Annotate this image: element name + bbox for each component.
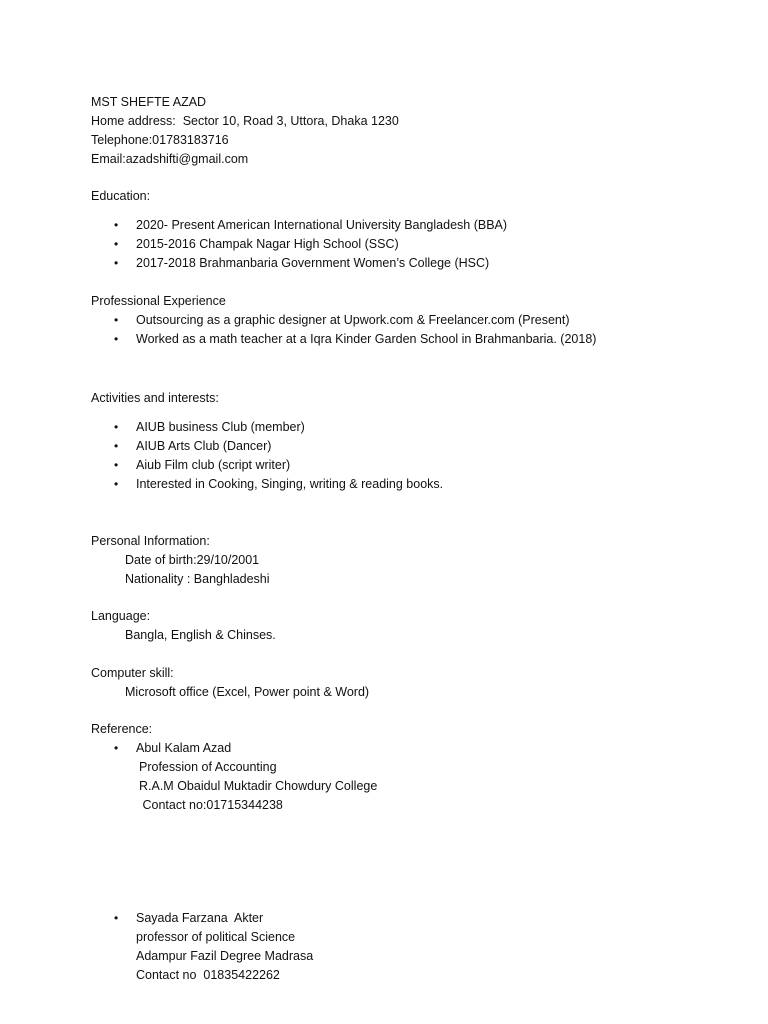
reference-name: Sayada Farzana Akter — [136, 911, 264, 925]
bullet-icon: • — [114, 911, 119, 925]
language-section — [91, 607, 711, 645]
education-list — [91, 216, 711, 273]
bullet-icon: • — [114, 741, 119, 755]
list-item: • Interested in Cooking, Singing, writing & reading books. — [91, 475, 711, 494]
experience-section — [91, 292, 711, 349]
education-list-wrap — [91, 216, 711, 273]
list-item: • 2020- Present American International University Bangladesh (BBA) — [91, 216, 711, 235]
bullet-icon: • — [114, 218, 119, 232]
list-item: • 2017-2018 Brahmanbaria Government Women’s College (HSC) — [91, 254, 711, 273]
home-address: Home address: Sector 10, Road 3, Uttora, Dhaka 1230 — [91, 114, 399, 128]
nationality: Nationality : Banghladeshi — [125, 572, 270, 586]
reference-profession: Profession of Accounting — [139, 760, 277, 774]
bullet-icon: • — [114, 458, 119, 472]
list-item: • Outsourcing as a graphic designer at Upwork.com & Freelancer.com (Present) — [91, 311, 711, 330]
list-item: • 2015-2016 Champak Nagar High School (SSC) — [91, 235, 711, 254]
activities-section — [91, 389, 711, 408]
list-item: • Worked as a math teacher at a Iqra Kinder Garden School in Brahmanbaria. (2018) — [91, 330, 711, 349]
reference-item — [91, 909, 711, 985]
activities-heading: Activities and interests: — [91, 391, 219, 405]
reference-contact: Contact no:01715344238 — [139, 798, 283, 812]
computer-section — [91, 664, 711, 702]
list-item: • Aiub Film club (script writer) — [91, 456, 711, 475]
language-heading: Language: — [91, 609, 151, 623]
bullet-icon: • — [114, 439, 119, 453]
reference-contact: Contact no 01835422262 — [136, 968, 280, 982]
reference-institution: R.A.M Obaidul Muktadir Chowdury College — [139, 779, 378, 793]
bullet-icon: • — [114, 237, 119, 251]
contact-block — [91, 93, 711, 169]
language-value: Bangla, English & Chinses. — [125, 628, 276, 642]
bullet-icon: • — [114, 313, 119, 327]
bullet-icon: • — [114, 332, 119, 346]
bullet-icon: • — [114, 477, 119, 491]
telephone: Telephone:01783183716 — [91, 133, 229, 147]
computer-heading: Computer skill: — [91, 666, 174, 680]
list-item: • AIUB Arts Club (Dancer) — [91, 437, 711, 456]
reference-name: Abul Kalam Azad — [136, 741, 232, 755]
experience-heading: Professional Experience — [91, 294, 226, 308]
personal-heading: Personal Information: — [91, 534, 210, 548]
reference-item — [91, 739, 711, 815]
activities-list-wrap — [91, 418, 711, 494]
reference-section — [91, 720, 711, 739]
personal-section — [91, 532, 711, 589]
date-of-birth: Date of birth:29/10/2001 — [125, 553, 260, 567]
education-section — [91, 187, 711, 206]
activities-list — [91, 418, 711, 494]
experience-list — [91, 311, 711, 349]
reference-heading: Reference: — [91, 722, 153, 736]
list-item: • AIUB business Club (member) — [91, 418, 711, 437]
bullet-icon: • — [114, 420, 119, 434]
computer-value: Microsoft office (Excel, Power point & Word) — [125, 685, 370, 699]
reference-institution: Adampur Fazil Degree Madrasa — [136, 949, 314, 963]
reference-profession: professor of political Science — [136, 930, 296, 944]
education-heading: Education: — [91, 189, 151, 203]
applicant-name: MST SHEFTE AZAD — [91, 95, 207, 109]
email: Email:azadshifti@gmail.com — [91, 152, 249, 166]
bullet-icon: • — [114, 256, 119, 270]
